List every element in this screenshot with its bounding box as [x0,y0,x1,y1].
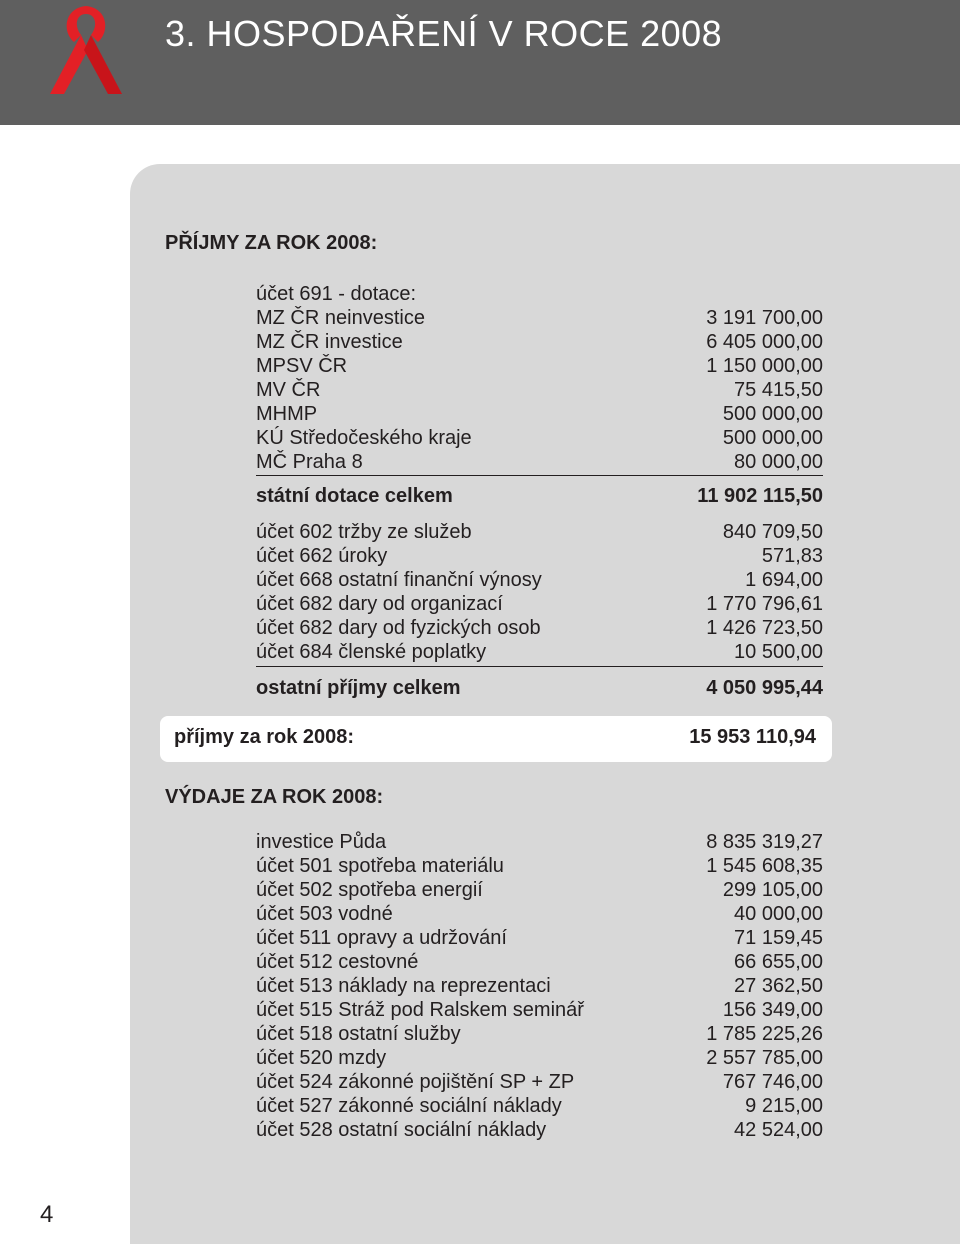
row-label: MPSV ČR [256,355,348,377]
row-label: účet 528 ostatní sociální náklady [256,1119,547,1141]
grand-total-value: 15 953 110,94 [689,726,816,748]
page-number: 4 [40,1201,54,1228]
table-row [256,878,823,902]
row-value: 156 349,00 [722,999,823,1021]
row-label: účet 662 úroky [256,545,388,567]
row-value: 6 405 000,00 [706,331,823,353]
row-label: účet 502 spotřeba energií [256,879,483,901]
table-row [256,544,823,568]
table-row [256,354,823,378]
other-total-value: 4 050 995,44 [706,677,823,699]
row-value: 71 159,45 [734,927,823,949]
table-row [256,902,823,926]
table-row [256,1094,823,1118]
row-value: 2 557 785,00 [706,1047,823,1069]
other-income-list [256,520,823,664]
row-value: 40 000,00 [734,903,823,925]
row-label: MHMP [256,403,318,425]
subsidy-account-label: účet 691 - dotace: [256,283,417,305]
income-heading: PŘÍJMY ZA ROK 2008: [165,232,378,254]
row-label: účet 684 členské poplatky [256,641,487,663]
table-row [256,1022,823,1046]
table-row [256,306,823,330]
table-row [256,616,823,640]
table-row [256,1046,823,1070]
page-title: 3. HOSPODAŘENÍ V ROCE 2008 [165,13,723,54]
row-label: účet 503 vodné [256,903,393,925]
row-label: MZ ČR neinvestice [256,307,425,329]
row-label: investice Půda [256,831,387,853]
row-value: 500 000,00 [722,403,823,425]
row-value: 840 709,50 [722,521,823,543]
table-row [256,640,823,664]
row-value: 9 215,00 [745,1095,823,1117]
row-value: 1 770 796,61 [706,593,823,615]
row-value: 3 191 700,00 [706,307,823,329]
row-label: KÚ Středočeského kraje [256,427,472,449]
row-value: 1 694,00 [745,569,823,591]
row-label: účet 518 ostatní služby [256,1023,461,1045]
row-label: účet 513 náklady na reprezentaci [256,975,551,997]
row-value: 8 835 319,27 [706,831,823,853]
table-row [256,568,823,592]
row-value: 500 000,00 [722,427,823,449]
row-label: účet 520 mzdy [256,1047,387,1069]
row-value: 66 655,00 [734,951,823,973]
row-label: účet 501 spotřeba materiálu [256,855,504,877]
row-value: 1 785 225,26 [706,1023,823,1045]
subsidy-total-label: státní dotace celkem [256,485,453,507]
row-label: MZ ČR investice [256,331,403,353]
row-value: 80 000,00 [734,451,823,473]
row-label: účet 512 cestovné [256,951,419,973]
divider [256,475,823,476]
table-row [256,1070,823,1094]
row-value: 571,83 [761,545,823,567]
row-label: účet 682 dary od organizací [256,593,503,615]
row-label: účet 511 opravy a udržování [256,927,507,949]
table-row [256,330,823,354]
row-label: účet 682 dary od fyzických osob [256,617,541,639]
subsidy-total-value: 11 902 115,50 [697,485,823,507]
row-value: 42 524,00 [734,1119,823,1141]
row-value: 75 415,50 [734,379,823,401]
divider [256,666,823,667]
row-label: MČ Praha 8 [256,451,363,473]
row-label: účet 527 zákonné sociální náklady [256,1095,562,1117]
expenses-heading: VÝDAJE ZA ROK 2008: [165,786,384,808]
table-row [256,926,823,950]
row-label: účet 668 ostatní finanční výnosy [256,569,542,591]
table-row [256,998,823,1022]
table-row [256,854,823,878]
grand-total-label: příjmy za rok 2008: [174,726,355,748]
row-label: MV ČR [256,379,321,401]
row-value: 299 105,00 [722,879,823,901]
row-value: 1 150 000,00 [706,355,823,377]
table-row [256,1118,823,1142]
page-header [0,0,960,125]
row-value: 767 746,00 [722,1071,823,1093]
table-row [256,950,823,974]
row-value: 27 362,50 [734,975,823,997]
subsidy-list [256,282,823,474]
table-row [256,378,823,402]
row-value: 10 500,00 [734,641,823,663]
expenses-list [256,830,823,1142]
red-ribbon-icon [44,2,128,98]
row-label: účet 524 zákonné pojištění SP + ZP [256,1071,575,1093]
row-value: 1 545 608,35 [706,855,823,877]
table-row [256,450,823,474]
table-row [256,426,823,450]
row-label: účet 515 Stráž pod Ralskem seminář [256,999,584,1021]
table-row [256,520,823,544]
table-row [256,592,823,616]
table-row [256,830,823,854]
subsidy-total-row [256,484,823,508]
table-row [256,402,823,426]
income-grand-total-box [160,716,832,762]
other-income-total-row [256,676,823,700]
table-row [256,974,823,998]
other-total-label: ostatní příjmy celkem [256,677,461,699]
row-value: 1 426 723,50 [706,617,823,639]
row-label: účet 602 tržby ze služeb [256,521,472,543]
